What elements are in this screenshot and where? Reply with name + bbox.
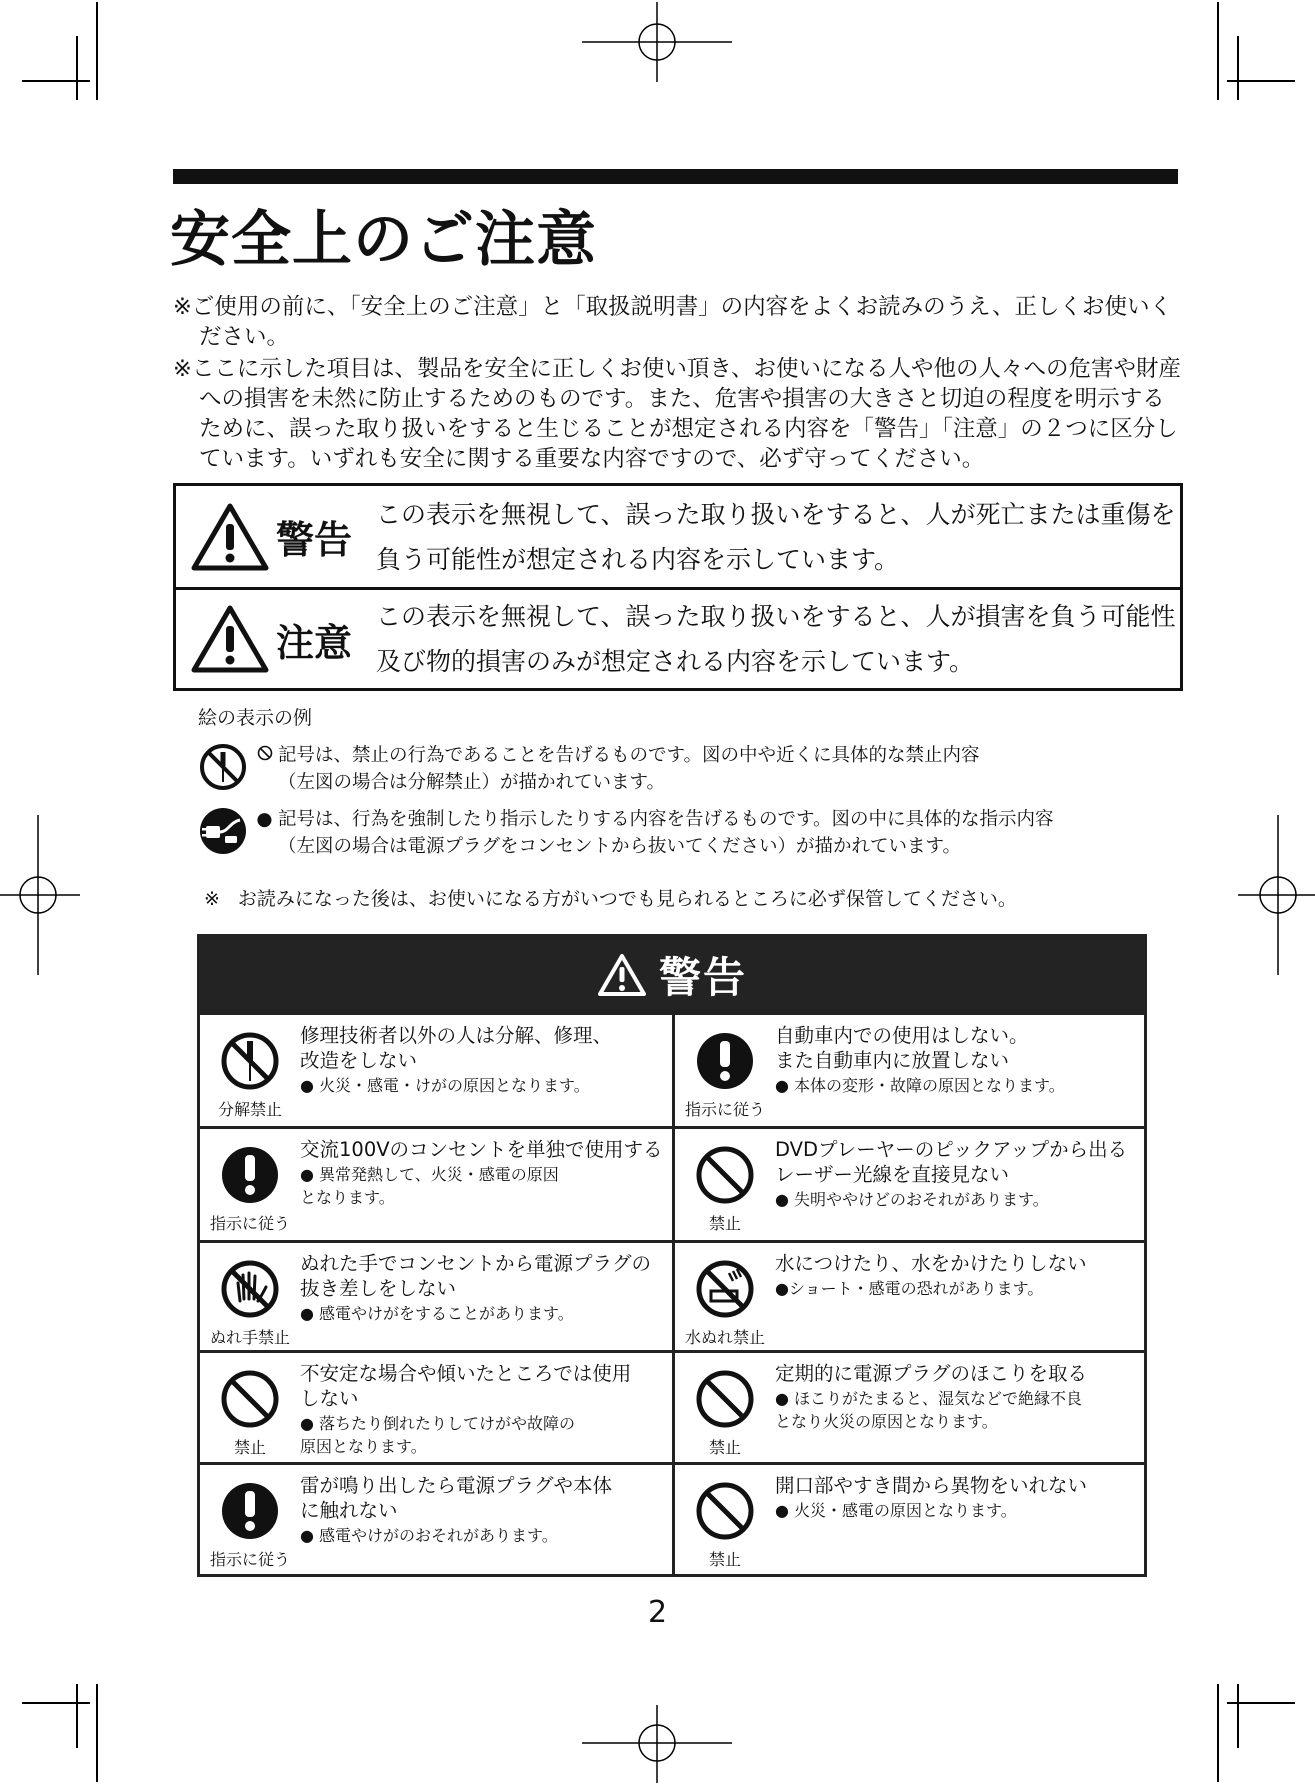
crop-mark (1217, 2, 1219, 100)
warning-item-text (775, 1465, 1095, 1574)
warning-item-symbol (675, 1015, 775, 1126)
warning-item-label: 指示に従う (684, 1100, 765, 1119)
warning-item-text (300, 1353, 639, 1462)
warning-item-text (300, 1129, 671, 1240)
warning-item-main: 修理技術者以外の人は分解、修理、 (300, 1024, 613, 1047)
warning-item-symbol (200, 1465, 300, 1574)
warning-item-symbol (675, 1465, 775, 1574)
warning-item-main: 交流100Vのコンセントを単独で使用する (300, 1138, 663, 1161)
prohibited-icon (693, 1479, 757, 1543)
warning-item-note: ● 火災・感電・けがの原因となります。 (300, 1076, 590, 1095)
warning-item-main: レーザー光線を直接見ない (775, 1163, 1010, 1186)
no-wet-hands-icon (218, 1257, 282, 1321)
intro-note: ※ここに示した項目は、製品を安全に正しくお使い頂き、お使いになる人や他の人々への危害や財産への損害を未然に防止するためのものです。また、危害や損害の大きさと切迫の程度を明示するために、誤った取り扱いをすると生じることが想定される内容を「警告」「注意」の２つに区分しています。いずれも安全に関する重要な内容ですので、必ず守ってください。 (173, 356, 1181, 472)
warning-item-symbol (200, 1243, 300, 1350)
warning-item-text (300, 1465, 620, 1574)
warning-items (200, 1012, 1144, 1574)
warning-item-main: 改造をしない (300, 1049, 418, 1072)
warning-item-label: 禁止 (708, 1550, 741, 1569)
warning-item (200, 1462, 672, 1574)
warning-table-title: 警告 (658, 952, 747, 1002)
warning-item-main: DVDプレーヤーのピックアップから出る (775, 1138, 1128, 1161)
page-title: 安全上のご注意 (170, 205, 597, 275)
symbol-example-text: ● 記号は、行為を強制したり指示したりする内容を告げるものです。図の中に具体的な指示内容 （左図の場合は電源プラグをコンセントから抜いてください）が描かれています。 (256, 806, 1054, 860)
warning-item-note: ● 火災・感電の原因となります。 (775, 1501, 1017, 1520)
warning-item-note: ● 落ちたり倒れたりしてけがや故障の 原因となります。 (300, 1414, 576, 1456)
crop-mark (1227, 1702, 1295, 1704)
warning-item (672, 1462, 1144, 1574)
crop-mark (1217, 1684, 1219, 1782)
registration-mark (1238, 815, 1315, 975)
warning-item-label: 分解禁止 (217, 1100, 282, 1119)
warning-item (672, 1350, 1144, 1462)
hazard-level-name: 注意 (276, 620, 353, 665)
warning-item-symbol (200, 1015, 300, 1126)
prohibited-icon (693, 1143, 757, 1207)
prohibited-icon (218, 1367, 282, 1431)
crop-mark (96, 2, 98, 100)
warning-item (672, 1240, 1144, 1350)
symbol-example-prohibit (198, 742, 980, 796)
warning-item-main: ぬれた手でコンセントから電源プラグの (300, 1252, 652, 1275)
prohibited-icon (693, 1367, 757, 1431)
no-disassemble-icon (218, 1029, 282, 1093)
warning-item (200, 1240, 672, 1350)
page-number: 2 (647, 1595, 668, 1630)
warning-item-main: 水につけたり、水をかけたりしない (775, 1252, 1087, 1275)
symbol-example-text: 記号は、禁止の行為であることを告げるものです。図の中や近くに具体的な禁止内容 （左図の場合は分解禁止）が描かれています。 (256, 742, 980, 796)
no-disassemble-icon (198, 742, 248, 792)
symbol-examples-title: 絵の表示の例 (198, 707, 313, 729)
warning-item (200, 1126, 672, 1240)
crop-mark (22, 80, 90, 82)
warning-item (672, 1012, 1144, 1126)
mandatory-icon (693, 1029, 757, 1093)
warning-item-label: 禁止 (233, 1438, 266, 1457)
warning-item-text (775, 1243, 1095, 1350)
warning-item-symbol (200, 1353, 300, 1462)
warning-item-main: に触れない (300, 1499, 398, 1522)
warning-item-label: 禁止 (708, 1214, 741, 1233)
crop-mark (96, 1684, 98, 1782)
warning-item-label: 禁止 (708, 1438, 741, 1457)
symbol-example-instruct (198, 806, 1054, 860)
warning-item-symbol (675, 1353, 775, 1462)
warning-item-main: 雷が鳴り出したら電源プラグや本体 (300, 1474, 613, 1497)
unplug-icon (198, 806, 248, 856)
intro-note: ※ご使用の前に、「安全上のご注意」と「取扱説明書」の内容をよくお読みのうえ、正しくお使いください。 (173, 294, 1172, 350)
no-water-icon (693, 1257, 757, 1321)
warning-item-main: また自動車内に放置しない (775, 1049, 1010, 1072)
mandatory-icon (218, 1143, 282, 1207)
instruction-symbol-icon: ● (256, 809, 273, 830)
warning-item-note: ● 失明ややけどのおそれがあります。 (775, 1190, 1049, 1209)
warning-item (200, 1350, 672, 1462)
intro-notes (173, 292, 1183, 474)
registration-mark (0, 815, 80, 975)
warning-item-note: ● 感電やけがのおそれがあります。 (300, 1526, 558, 1545)
warning-table-header (200, 937, 1144, 1012)
warning-item-note: ●ショート・感電の恐れがあります。 (775, 1279, 1044, 1298)
warning-triangle-icon (597, 953, 647, 997)
hazard-level-text: この表示を無視して、誤った取り扱いをすると、人が死亡または重傷を 負う可能性が想定される内容を示しています。 (376, 499, 1176, 574)
warning-item (672, 1126, 1144, 1240)
warning-item-label: ぬれ手禁止 (209, 1328, 290, 1347)
warning-item-label: 水ぬれ禁止 (684, 1328, 765, 1347)
warning-item (200, 1012, 672, 1126)
warning-table (197, 934, 1147, 1577)
registration-mark (582, 1705, 732, 1783)
warning-item-text (775, 1129, 1135, 1240)
storage-note: ※ お読みになった後は、お使いになる方がいつでも見られるところに必ず保管してください。 (204, 888, 1017, 910)
crop-mark (76, 1684, 78, 1748)
hazard-level-box (173, 483, 1183, 691)
warning-item-main: しない (300, 1387, 359, 1410)
warning-item-text (775, 1353, 1095, 1462)
title-rule (173, 169, 1178, 184)
warning-item-symbol (675, 1243, 775, 1350)
registration-mark (582, 2, 732, 82)
warning-item-main: 開口部やすき間から異物をいれない (775, 1474, 1088, 1497)
warning-item-main: 不安定な場合や傾いたところでは使用 (300, 1362, 632, 1385)
hazard-level-text: この表示を無視して、誤った取り扱いをすると、人が損害を負う可能性 及び物的損害のみが想定される内容を示しています。 (376, 602, 1176, 676)
warning-item-note: ● ほこりがたまると、湿気などで絶縁不良 となり火災の原因となります。 (775, 1389, 1083, 1431)
warning-item-text (775, 1015, 1073, 1126)
crop-mark (1237, 36, 1239, 100)
crop-mark (1237, 1684, 1239, 1748)
warning-item-label: 指示に従う (209, 1214, 290, 1233)
mandatory-icon (218, 1479, 282, 1543)
crop-mark (1227, 80, 1295, 82)
warning-item-note: ● 本体の変形・故障の原因となります。 (775, 1076, 1065, 1095)
warning-item-label: 指示に従う (209, 1550, 290, 1569)
hazard-level-warning (176, 486, 1180, 587)
warning-item-note: ● 異常発熱して、火災・感電の原因 となります。 (300, 1165, 559, 1207)
warning-item-symbol (675, 1129, 775, 1240)
warning-item-main: 定期的に電源プラグのほこりを取る (775, 1362, 1088, 1385)
warning-item-note: ● 感電やけがをすることがあります。 (300, 1304, 574, 1323)
warning-triangle-icon (190, 502, 270, 572)
warning-item-text (300, 1015, 620, 1126)
warning-item-main: 自動車内での使用はしない。 (775, 1024, 1029, 1047)
prohibition-symbol-icon (256, 742, 273, 769)
warning-item-main: 抜き差しをしない (300, 1277, 457, 1300)
hazard-level-name: 警告 (276, 518, 353, 562)
crop-mark (76, 36, 78, 100)
warning-item-symbol (200, 1129, 300, 1240)
hazard-level-caution (176, 587, 1180, 688)
warning-item-text (300, 1243, 659, 1350)
crop-mark (22, 1702, 90, 1704)
caution-triangle-icon (190, 604, 270, 674)
